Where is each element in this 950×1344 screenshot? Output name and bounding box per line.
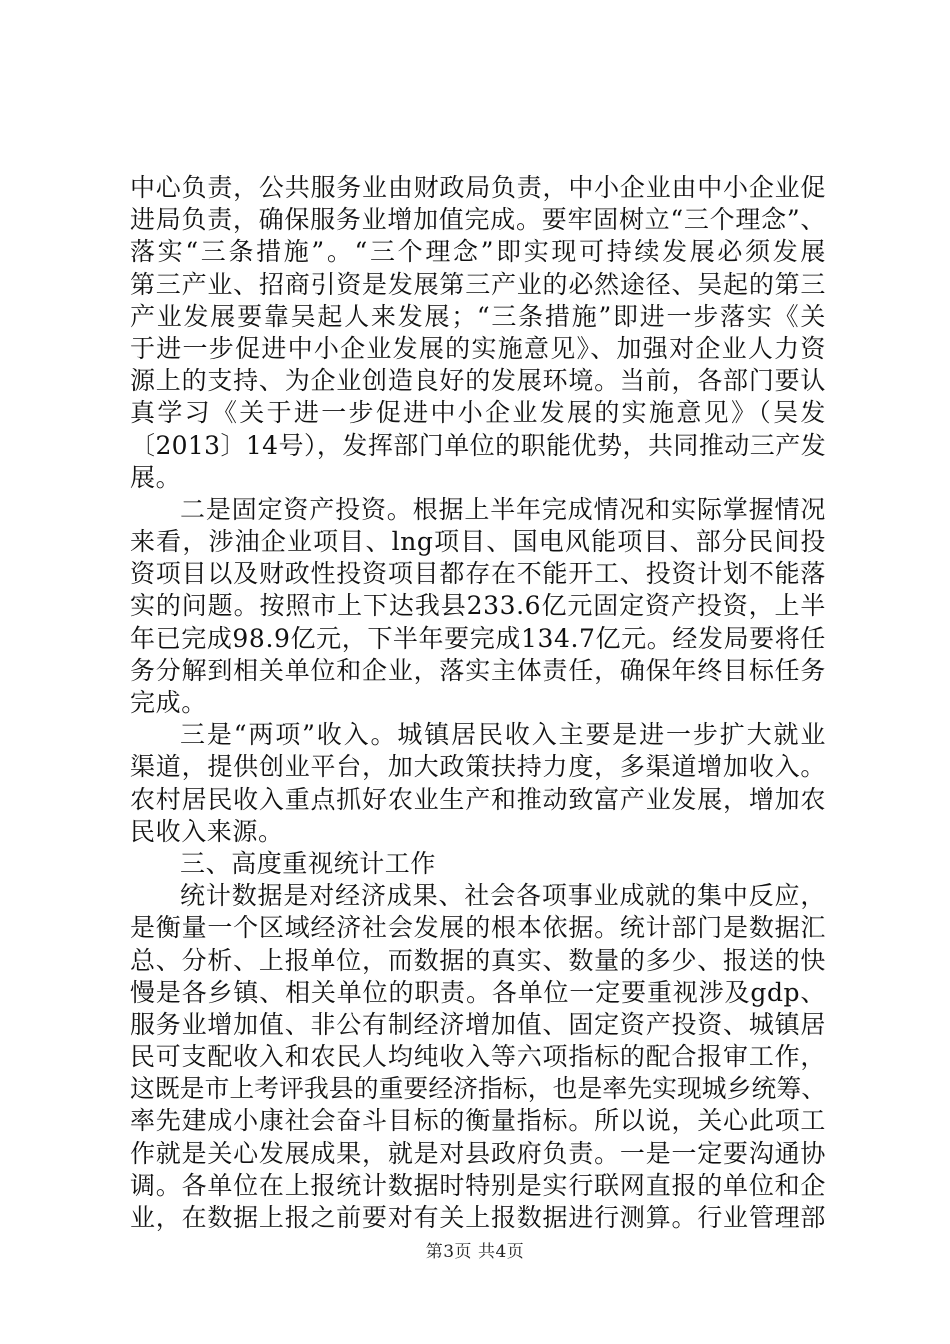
text-line: 民可支配收入和农民人均纯收入等六项指标的配合报审工作， [130, 1042, 826, 1072]
text-line: 〔2013〕14号），发挥部门单位的职能优势，共同推动三产发 [130, 430, 826, 460]
page-indicator: 第3页 共4页 [425, 1242, 525, 1262]
text-line: 产业发展要靠吴起人来发展；“三条措施”即进一步落实《关 [130, 301, 826, 331]
text-line: 中心负责，公共服务业由财政局负责，中小企业由中小企业促 [130, 173, 826, 202]
text-line: 总、分析、上报单位，而数据的真实、数量的多少、报送的快 [130, 945, 826, 975]
text-line: 资项目以及财政性投资项目都存在不能开工、投资计划不能落 [130, 559, 826, 589]
paragraph-start-line: 统计数据是对经济成果、社会各项事业成就的集中反应， [180, 881, 826, 911]
text-line: 慢是各乡镇、相关单位的职责。各单位一定要重视涉及gdp、 [130, 977, 826, 1007]
page-footer [0, 1241, 950, 1263]
paragraph-start-line: 三是“两项”收入。城镇居民收入主要是进一步扩大就业 [180, 720, 826, 750]
text-line: 来看，涉油企业项目、lng项目、国电风能项目、部分民间投 [130, 527, 826, 557]
text-line: 完成。 [130, 688, 207, 717]
paragraph-start-line: 二是固定资产投资。根据上半年完成情况和实际掌握情况 [180, 494, 826, 524]
text-line: 渠道，提供创业平台，加大政策扶持力度，多渠道增加收入。 [130, 752, 826, 782]
text-line: 源上的支持、为企业创造良好的发展环境。当前，各部门要认 [130, 366, 826, 396]
text-line: 业，在数据上报之前要对有关上报数据进行测算。行业管理部 [130, 1203, 826, 1232]
text-line: 服务业增加值、非公有制经济增加值、固定资产投资、城镇居 [130, 1009, 826, 1039]
text-line: 展。 [130, 462, 182, 492]
text-line: 率先建成小康社会奋斗目标的衡量指标。所以说，关心此项工 [130, 1106, 826, 1136]
text-line: 民收入来源。 [130, 816, 284, 846]
text-line: 真学习《关于进一步促进中小企业发展的实施意见》（吴发 [130, 398, 826, 428]
section-heading: 三、高度重视统计工作 [180, 848, 437, 878]
body-text [130, 172, 826, 1234]
text-line: 第三产业、招商引资是发展第三产业的必然途径、吴起的第三 [130, 269, 826, 299]
text-line: 年已完成98.9亿元，下半年要完成134.7亿元。经发局要将任 [130, 623, 826, 653]
text-line: 这既是市上考评我县的重要经济指标，也是率先实现城乡统筹、 [130, 1074, 826, 1104]
text-line: 农村居民收入重点抓好农业生产和推动致富产业发展，增加农 [130, 784, 826, 814]
text-line: 实的问题。按照市上下达我县233.6亿元固定资产投资，上半 [130, 591, 826, 621]
text-line: 于进一步促进中小企业发展的实施意见》、加强对企业人力资 [130, 333, 826, 363]
text-line: 进局负责，确保服务业增加值完成。要牢固树立“三个理念”、 [130, 205, 826, 235]
text-line: 作就是关心发展成果，就是对县政府负责。一是一定要沟通协 [130, 1138, 826, 1168]
text-line: 务分解到相关单位和企业，落实主体责任，确保年终目标任务 [130, 655, 826, 685]
text-line: 调。各单位在上报统计数据时特别是实行联网直报的单位和企 [130, 1170, 826, 1200]
text-line: 落实“三条措施”。“三个理念”即实现可持续发展必须发展 [130, 237, 826, 267]
text-line: 是衡量一个区域经济社会发展的根本依据。统计部门是数据汇 [130, 913, 826, 943]
